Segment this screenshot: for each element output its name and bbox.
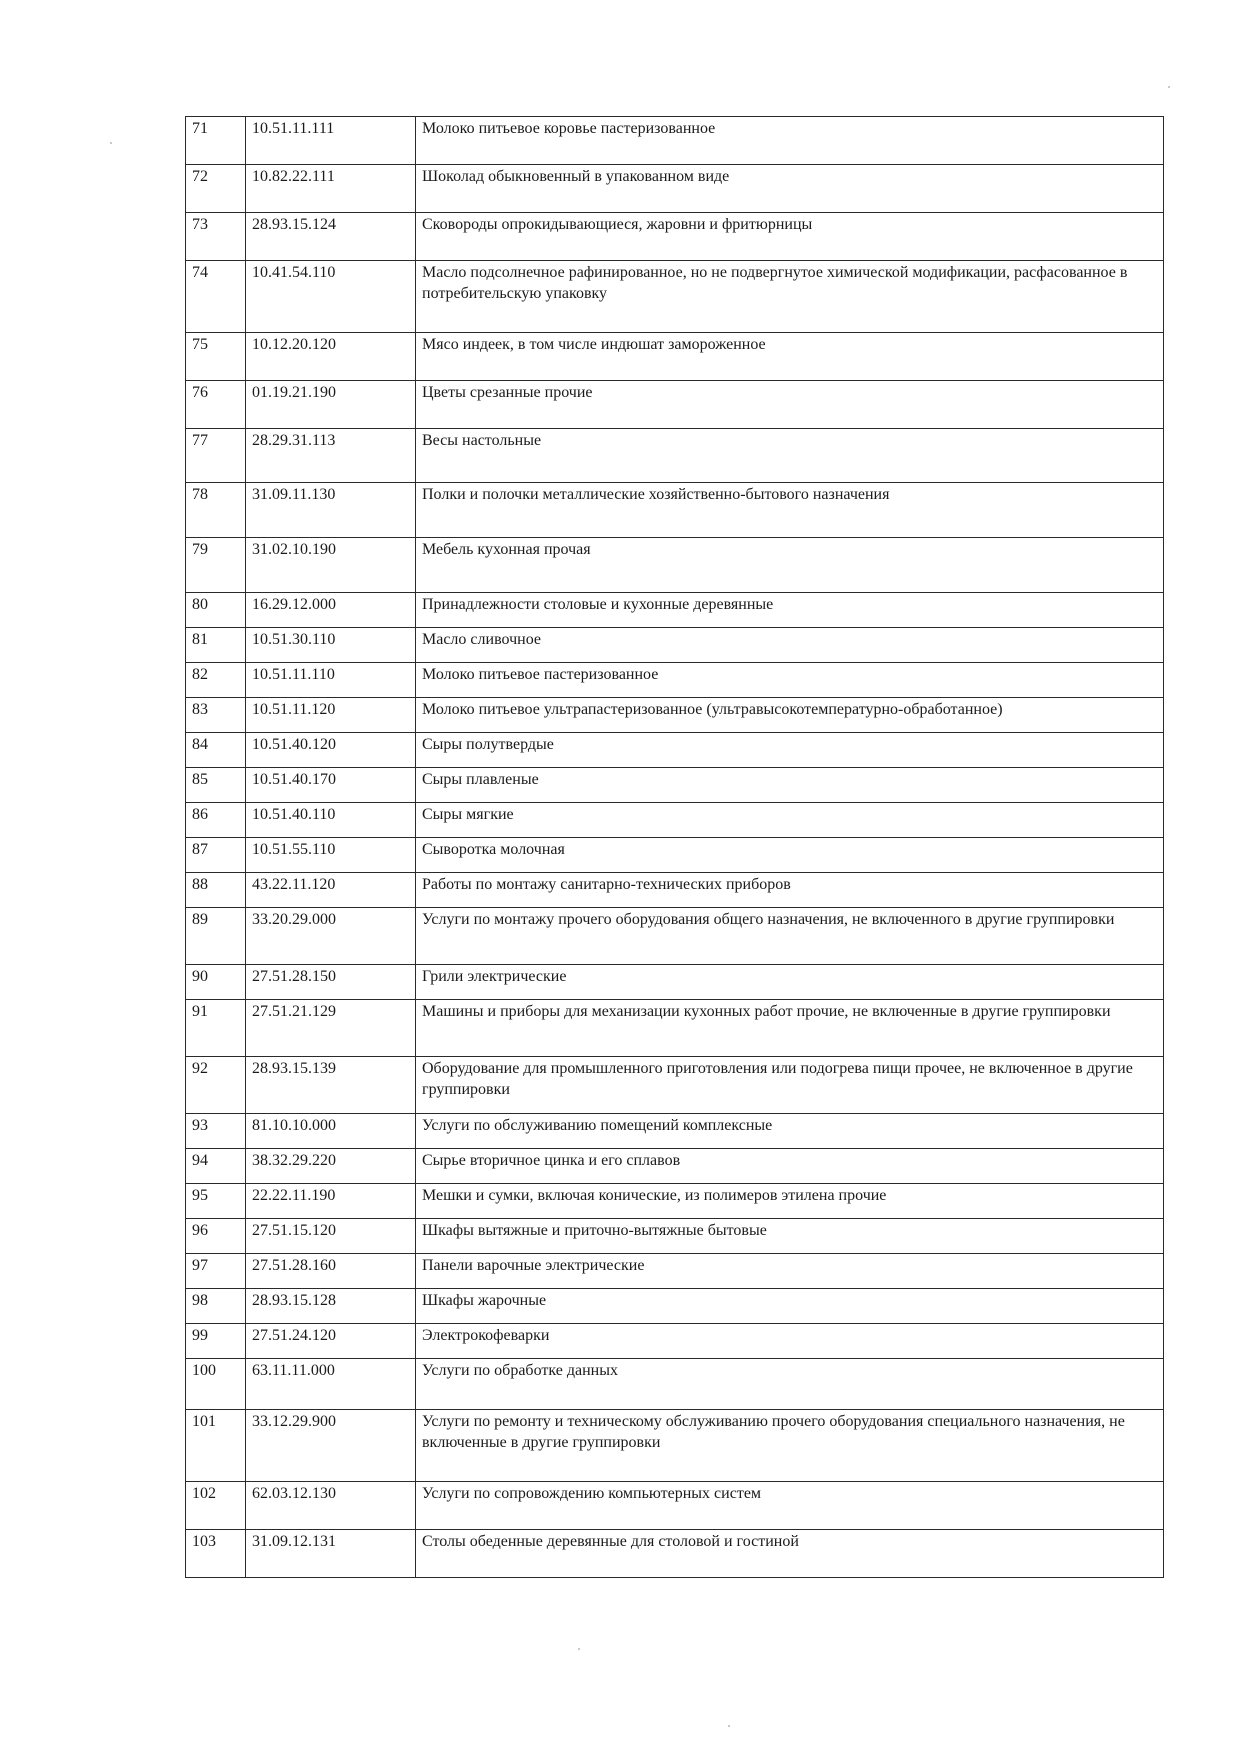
item-name: Услуги по сопровождению компьютерных систем	[416, 1482, 1164, 1530]
okpd-code: 28.93.15.124	[246, 213, 416, 261]
row-number: 78	[186, 483, 246, 538]
table-row	[186, 1000, 1164, 1057]
item-name: Машины и приборы для механизации кухонных работ прочие, не включенные в другие группировки	[416, 1000, 1164, 1057]
okpd-code: 27.51.28.160	[246, 1254, 416, 1289]
item-name: Молоко питьевое пастеризованное	[416, 663, 1164, 698]
row-number: 97	[186, 1254, 246, 1289]
okpd-code: 10.51.40.110	[246, 803, 416, 838]
row-number: 85	[186, 768, 246, 803]
okpd-code: 27.51.24.120	[246, 1324, 416, 1359]
okpd-code: 10.51.11.120	[246, 698, 416, 733]
table-row	[186, 1410, 1164, 1482]
okpd-code: 31.02.10.190	[246, 538, 416, 593]
item-name: Услуги по ремонту и техническому обслуживанию прочего оборудования специального назначения, не включенные в другие группировки	[416, 1410, 1164, 1482]
row-number: 96	[186, 1219, 246, 1254]
okpd-code: 28.93.15.128	[246, 1289, 416, 1324]
row-number: 80	[186, 593, 246, 628]
row-number: 91	[186, 1000, 246, 1057]
table-row	[186, 1359, 1164, 1410]
item-name: Услуги по обработке данных	[416, 1359, 1164, 1410]
table-row	[186, 483, 1164, 538]
row-number: 82	[186, 663, 246, 698]
okpd-code: 62.03.12.130	[246, 1482, 416, 1530]
row-number: 100	[186, 1359, 246, 1410]
table-row	[186, 213, 1164, 261]
okpd-table	[185, 116, 1164, 1578]
okpd-code: 27.51.21.129	[246, 1000, 416, 1057]
row-number: 72	[186, 165, 246, 213]
row-number: 73	[186, 213, 246, 261]
item-name: Сырье вторичное цинка и его сплавов	[416, 1149, 1164, 1184]
table-row	[186, 1114, 1164, 1149]
table-row	[186, 1254, 1164, 1289]
table-row	[186, 1057, 1164, 1114]
table-row	[186, 908, 1164, 965]
row-number: 94	[186, 1149, 246, 1184]
row-number: 103	[186, 1530, 246, 1578]
row-number: 90	[186, 965, 246, 1000]
row-number: 86	[186, 803, 246, 838]
item-name: Грили электрические	[416, 965, 1164, 1000]
item-name: Оборудование для промышленного приготовления или подогрева пищи прочее, не включенное в другие группировки	[416, 1057, 1164, 1114]
item-name: Масло сливочное	[416, 628, 1164, 663]
table-row	[186, 698, 1164, 733]
okpd-code: 10.41.54.110	[246, 261, 416, 333]
row-number: 89	[186, 908, 246, 965]
okpd-code: 31.09.11.130	[246, 483, 416, 538]
okpd-code: 22.22.11.190	[246, 1184, 416, 1219]
table-row	[186, 538, 1164, 593]
row-number: 93	[186, 1114, 246, 1149]
okpd-code: 27.51.28.150	[246, 965, 416, 1000]
item-name: Шкафы жарочные	[416, 1289, 1164, 1324]
item-name: Молоко питьевое коровье пастеризованное	[416, 117, 1164, 165]
row-number: 79	[186, 538, 246, 593]
table-row	[186, 1184, 1164, 1219]
table-row	[186, 117, 1164, 165]
table-row	[186, 1219, 1164, 1254]
table-row	[186, 1530, 1164, 1578]
row-number: 76	[186, 381, 246, 429]
table-row	[186, 768, 1164, 803]
item-name: Услуги по монтажу прочего оборудования общего назначения, не включенного в другие группировки	[416, 908, 1164, 965]
item-name: Весы настольные	[416, 429, 1164, 483]
okpd-code: 10.51.40.170	[246, 768, 416, 803]
item-name: Электрокофеварки	[416, 1324, 1164, 1359]
row-number: 95	[186, 1184, 246, 1219]
okpd-code: 01.19.21.190	[246, 381, 416, 429]
table-row	[186, 261, 1164, 333]
table-row	[186, 873, 1164, 908]
table-row	[186, 663, 1164, 698]
okpd-code: 10.12.20.120	[246, 333, 416, 381]
table-row	[186, 1324, 1164, 1359]
scan-speck	[1168, 86, 1170, 88]
table-row	[186, 1149, 1164, 1184]
row-number: 101	[186, 1410, 246, 1482]
okpd-code: 10.82.22.111	[246, 165, 416, 213]
okpd-code: 27.51.15.120	[246, 1219, 416, 1254]
scan-speck	[110, 142, 112, 144]
okpd-code: 10.51.11.110	[246, 663, 416, 698]
item-name: Сыворотка молочная	[416, 838, 1164, 873]
table-row	[186, 333, 1164, 381]
okpd-code: 28.93.15.139	[246, 1057, 416, 1114]
row-number: 99	[186, 1324, 246, 1359]
table-row	[186, 965, 1164, 1000]
row-number: 81	[186, 628, 246, 663]
item-name: Сыры мягкие	[416, 803, 1164, 838]
okpd-code: 38.32.29.220	[246, 1149, 416, 1184]
scan-speck	[728, 1725, 730, 1727]
row-number: 77	[186, 429, 246, 483]
table-row	[186, 381, 1164, 429]
item-name: Цветы срезанные прочие	[416, 381, 1164, 429]
okpd-code: 10.51.11.111	[246, 117, 416, 165]
okpd-table-body	[186, 117, 1164, 1578]
table-row	[186, 733, 1164, 768]
item-name: Шоколад обыкновенный в упакованном виде	[416, 165, 1164, 213]
table-row	[186, 838, 1164, 873]
table-row	[186, 429, 1164, 483]
item-name: Мешки и сумки, включая конические, из полимеров этилена прочие	[416, 1184, 1164, 1219]
row-number: 102	[186, 1482, 246, 1530]
row-number: 83	[186, 698, 246, 733]
item-name: Мебель кухонная прочая	[416, 538, 1164, 593]
item-name: Услуги по обслуживанию помещений комплексные	[416, 1114, 1164, 1149]
item-name: Панели варочные электрические	[416, 1254, 1164, 1289]
row-number: 71	[186, 117, 246, 165]
table-row	[186, 165, 1164, 213]
item-name: Шкафы вытяжные и приточно-вытяжные бытовые	[416, 1219, 1164, 1254]
okpd-code: 10.51.55.110	[246, 838, 416, 873]
row-number: 75	[186, 333, 246, 381]
okpd-code: 81.10.10.000	[246, 1114, 416, 1149]
item-name: Масло подсолнечное рафинированное, но не подвергнутое химической модификации, расфасованное в потребительскую упаковку	[416, 261, 1164, 333]
row-number: 84	[186, 733, 246, 768]
okpd-code: 63.11.11.000	[246, 1359, 416, 1410]
okpd-code: 16.29.12.000	[246, 593, 416, 628]
table-row	[186, 628, 1164, 663]
row-number: 74	[186, 261, 246, 333]
table-row	[186, 1482, 1164, 1530]
okpd-code: 10.51.40.120	[246, 733, 416, 768]
table-row	[186, 593, 1164, 628]
item-name: Сыры полутвердые	[416, 733, 1164, 768]
table-row	[186, 803, 1164, 838]
item-name: Мясо индеек, в том числе индюшат замороженное	[416, 333, 1164, 381]
row-number: 88	[186, 873, 246, 908]
okpd-code: 33.20.29.000	[246, 908, 416, 965]
okpd-code: 31.09.12.131	[246, 1530, 416, 1578]
okpd-code: 43.22.11.120	[246, 873, 416, 908]
item-name: Молоко питьевое ультрапастеризованное (ультравысокотемпературно-обработанное)	[416, 698, 1164, 733]
item-name: Полки и полочки металлические хозяйственно-бытового назначения	[416, 483, 1164, 538]
item-name: Сковороды опрокидывающиеся, жаровни и фритюрницы	[416, 213, 1164, 261]
item-name: Сыры плавленые	[416, 768, 1164, 803]
okpd-code: 10.51.30.110	[246, 628, 416, 663]
item-name: Столы обеденные деревянные для столовой и гостиной	[416, 1530, 1164, 1578]
row-number: 87	[186, 838, 246, 873]
table-row	[186, 1289, 1164, 1324]
okpd-code: 28.29.31.113	[246, 429, 416, 483]
scan-speck	[578, 1648, 580, 1650]
row-number: 92	[186, 1057, 246, 1114]
okpd-code: 33.12.29.900	[246, 1410, 416, 1482]
item-name: Работы по монтажу санитарно-технических приборов	[416, 873, 1164, 908]
item-name: Принадлежности столовые и кухонные деревянные	[416, 593, 1164, 628]
row-number: 98	[186, 1289, 246, 1324]
